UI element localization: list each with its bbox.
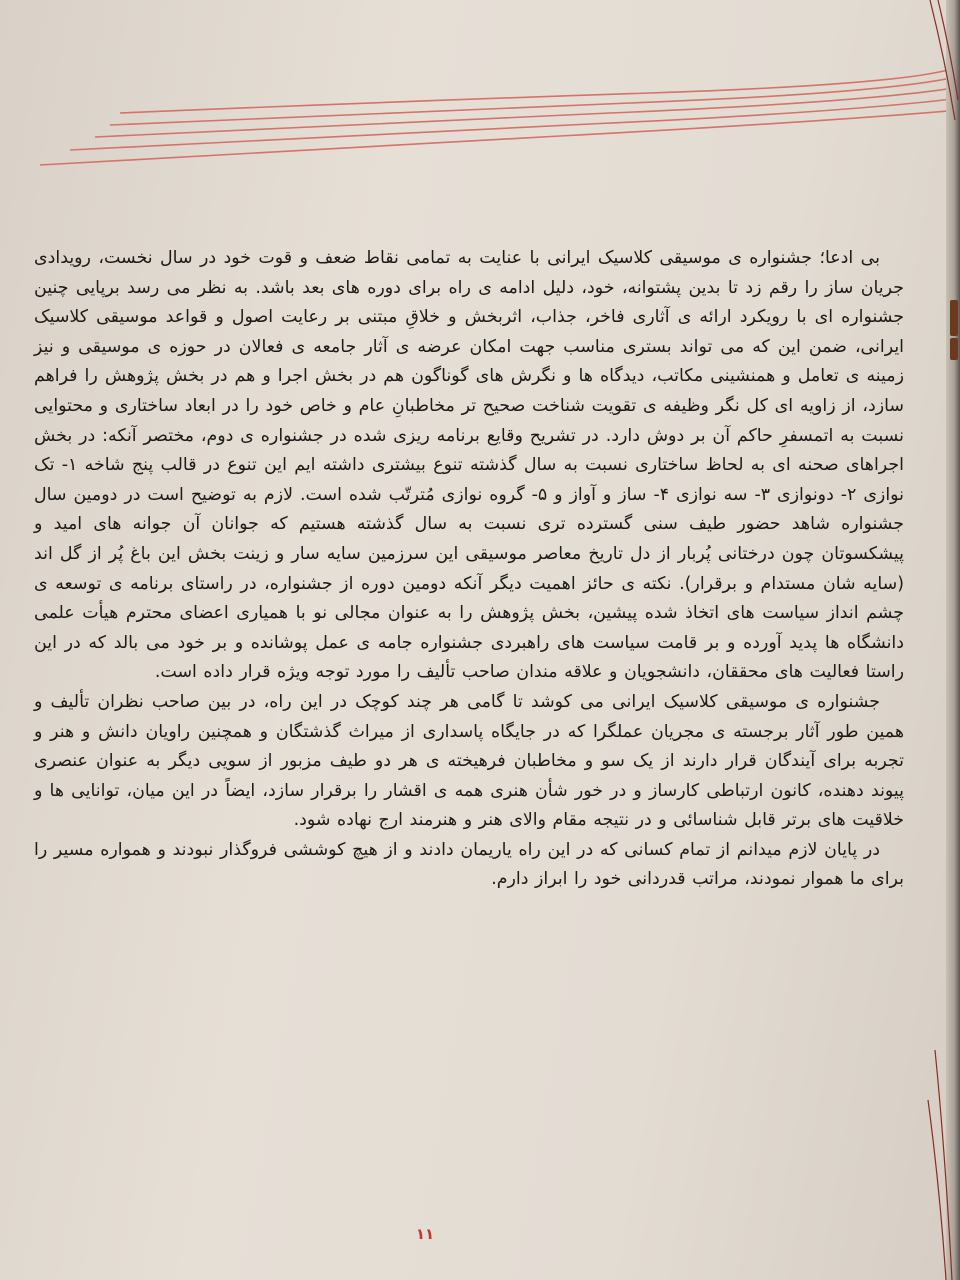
binding-tab-top xyxy=(950,300,958,336)
paragraph-festival-goal: جشنواره ی موسیقی کلاسیک ایرانی می کوشد تا گامی هر چند کوچک در این راه، در بین صاحب نظران تألیف و همین طور آثار برجسته ی مجریان عملگرا که در جایگاه پاسداری از میراث گذشتگان و همچنین راویان دانش و هنر و تجربه برای آیندگان قرار دارند از یک سو و مخاطبان فرهیخته ی هر دو طیف مزبور از سویی دیگر به عنوان عنصری پیوند دهنده، کانون ارتباطی کارساز و در خور شأن هنری همه ی اقشار را برقرار سازد، ایضاً در این میان، توانایی ها و خلاقیت های برتر قابل شناسائی و در نتیجه مقام والای هنر و هنرمند ارج نهاده شود. xyxy=(34,691,904,831)
page-edge-shadow xyxy=(946,0,960,1280)
paragraph-intro: بی ادعا؛ جشنواره ی موسیقی کلاسیک ایرانی با عنایت به تمامی نقاط ضعف و قوت خود در سال نخست، رویدادی جریان ساز را رقم زد تا بدین پشتوانه، خود، دلیل ادامه ی راه برای دوره های بعد باشد. به نظر می رسد برپایی چنین جشنواره ای با رویکرد ارائه ی آثاری فاخر، جذاب، اثربخش و خلاقِ مبتنی بر رعایت اصول و قواعد موسیقی کلاسیک ایرانی، ضمن این که می تواند بستری مناسب جهت امکان عرضه ی آثار جامعه ی فعالان در حوزه ی موسیقی و نیز زمینه ی تعامل و همنشینی مکاتب، دیدگاه ها و نگرش های گوناگون هم در بخش اجرا و هم در بخش پژوهش را فراهم سازد، از زاویه ای کل نگر وظیفه ی تقویت شناخت صحیح تر مخاطبانِ عام و خاص خود را در ابعاد ساختاری و محتوایی نسبت به اتمسفرِ حاکم آن بر دوش دارد. در تشریح وقایع برنامه ریزی شده در جشنواره ی دوم، مختصر آنکه: در بخش اجراهای صحنه ای به لحاظ ساختاری نسبت به سال گذشته تنوع بیشتری داشته ایم این تنوع در قالب پنج شاخه ۱- تک نوازی ۲- دونوازی ۳- سه نوازی ۴- ساز و آواز و ۵- گروه نوازی مُترتّب شده است. لازم به توضیح است در دومین سال جشنواره شاهد حضور طیف سنی گسترده تری نسبت به سال گذشته هستیم که جوانان آن جوانه های امید و پیشکسوتان چون درختانی پُربار از دل تاریخ معاصر موسیقی این سرزمین سایه سار و زینت بخش این باغ پُر از گل اند (سایه شان مستدام و برقرار). نکته ی حائز اهمیت دیگر آنکه دومین دوره از جشنواره، در راستای برنامه ی توسعه ی چشم انداز سیاست های اتخاذ شده پیشین، بخش پژوهش را به عنوان مجالی نو با همیاری اعضای محترم هیأت علمی دانشگاه ها پدید آورده و بر قامت سیاست های راهبردی جشنواره جامه ی عمل پوشانده و بر خود می بالد که در این راستا فعالیت های محققان، دانشجویان و علاقه مندان صاحب تألیف را مورد توجه ویژه قرار داده است. xyxy=(34,248,904,683)
page-number: ۱۱ xyxy=(415,1225,435,1243)
music-staff-lines-decoration xyxy=(0,0,955,200)
paragraph-acknowledgement: در پایان لازم میدانم از تمام کسانی که در این راه یاریمان دادند و از هیچ کوششی فروگذار نبودند و همواره مسیر را برای ما هموار نمودند، مراتب قدردانی خود را ابراز دارم. xyxy=(34,839,904,890)
binding-tab-bottom xyxy=(950,338,958,360)
body-text xyxy=(34,244,904,895)
